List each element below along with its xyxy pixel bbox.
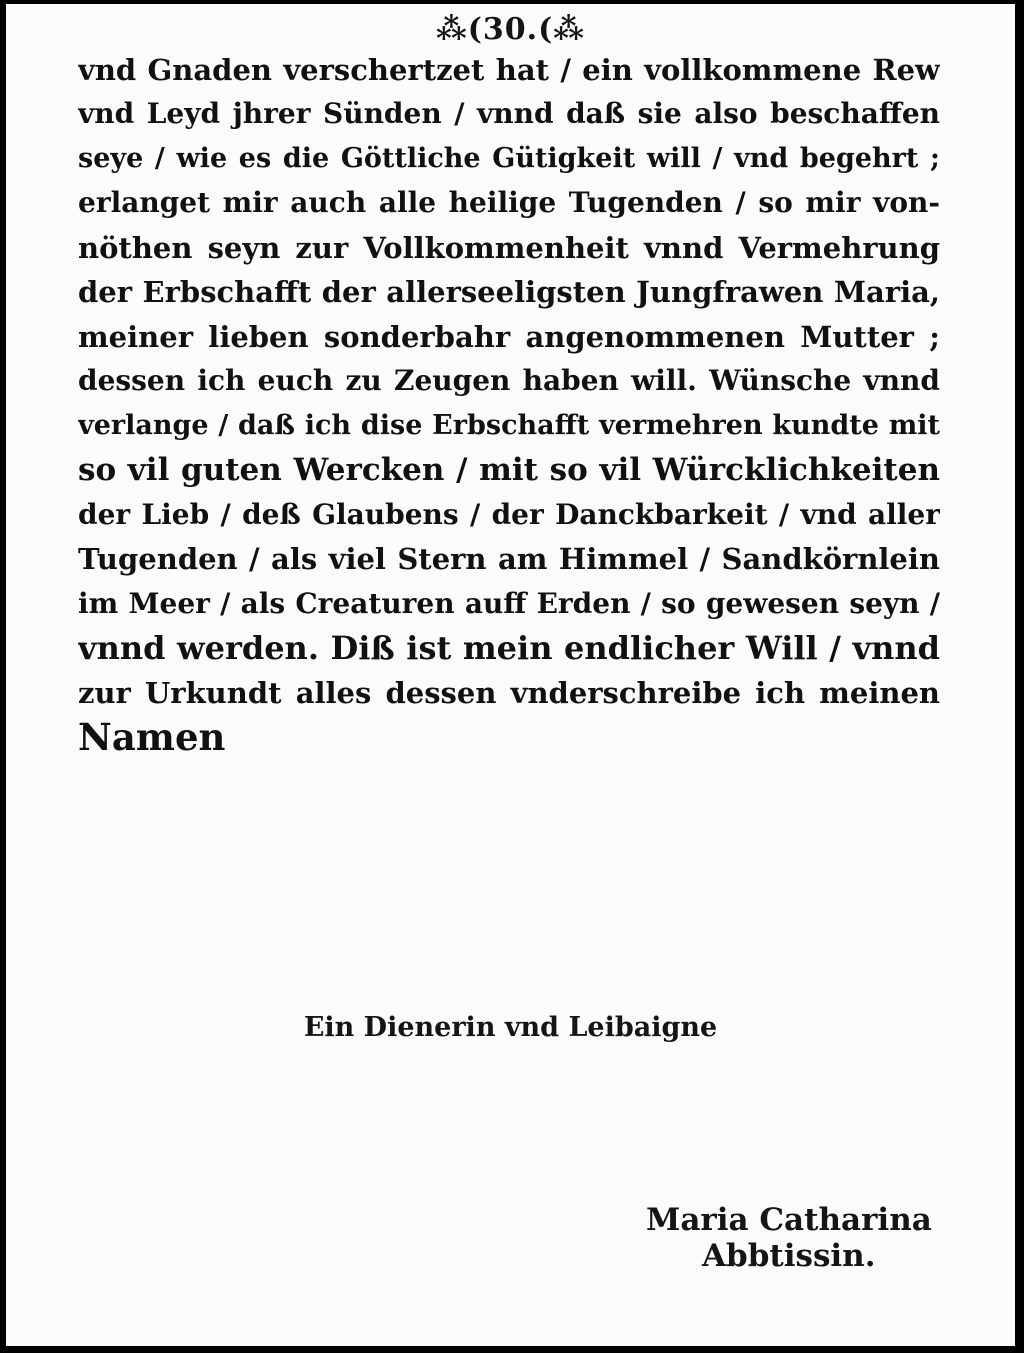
body-line: der Erbschafft der allerseeligsten Jungfrawen Maria,: [78, 275, 940, 309]
closing-line: Ein Dienerin vnd Leibaigne: [303, 1012, 718, 1043]
body-line: im Meer / als Creaturen auff Erden / so gewesen seyn /: [78, 587, 940, 620]
body-line: vnd Leyd jhrer Sünden / vnnd daß sie also beschaffen: [78, 97, 940, 130]
body-line: dessen ich euch zu Zeugen haben will. Wünsche vnnd: [78, 364, 940, 397]
page-header: [6, 12, 1015, 47]
body-line: meiner lieben sonderbahr angenommenen Mutter ;: [78, 320, 940, 354]
body-line: vnnd werden. Diß ist mein endlicher Will / vnnd: [78, 629, 940, 667]
signature-name: Maria Catharina: [646, 1202, 932, 1238]
header-ornament-right: (⁂: [538, 12, 585, 47]
signature-title: Abbtissin.: [702, 1238, 876, 1274]
body-line: Tugenden / als viel Stern am Himmel / Sandkörnlein: [78, 542, 940, 576]
body-line: seye / wie es die Göttliche Gütigkeit will / vnd begehrt ;: [78, 143, 940, 174]
header-ornament-left: ⁂(: [436, 12, 483, 47]
body-line: zur Urkundt alles dessen vnderschreibe ich meinen: [78, 676, 940, 710]
body-line: so vil guten Wercken / mit so vil Würcklichkeiten: [78, 452, 940, 488]
body-line: nöthen seyn zur Vollkommenheit vnnd Vermehrung: [78, 231, 940, 265]
page-number: 30.: [482, 12, 539, 47]
body-line: erlanget mir auch alle heilige Tugenden / so mir von-: [78, 186, 940, 219]
body-line: Namen: [78, 715, 226, 759]
body-line: verlange / daß ich dise Erbschafft vermehren kundte mit: [78, 410, 940, 441]
body-line: vnd Gnaden verschertzet hat / ein vollkommene Rew: [78, 53, 940, 87]
body-line: der Lieb / deß Glaubens / der Danckbarkeit / vnd aller: [78, 498, 940, 531]
paper-sheet: [6, 4, 1015, 1346]
